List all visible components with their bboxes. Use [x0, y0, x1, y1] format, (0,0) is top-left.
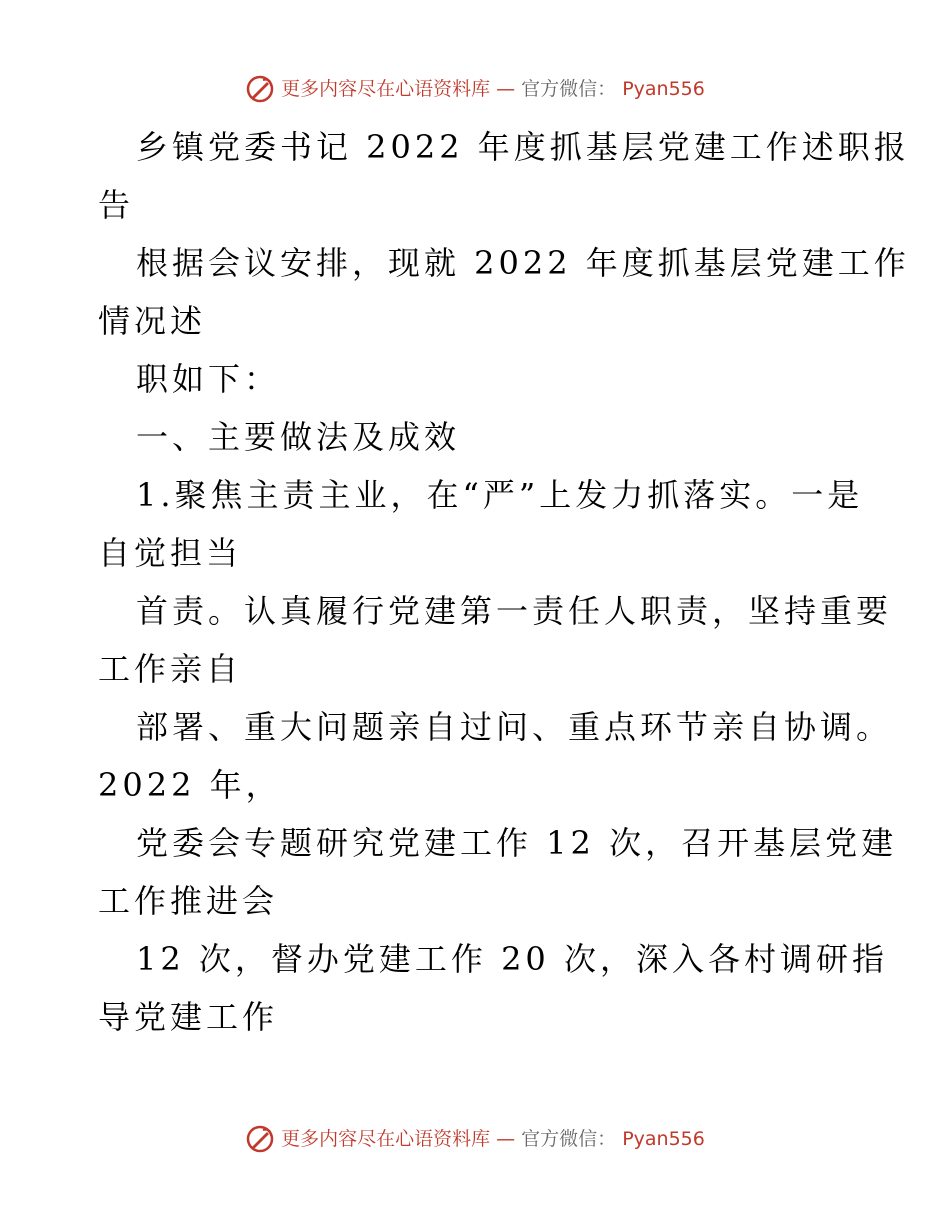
quill-logo-icon: [245, 74, 275, 104]
footer-watermark: [0, 1124, 950, 1154]
watermark-main-text: 更多内容尽在心语资料库: [281, 1128, 491, 1150]
document-title-line: 乡镇党委书记 2022 年度抓基层党建工作述职报: [136, 128, 910, 166]
watermark-dash: —: [496, 78, 516, 100]
paragraph-line: 根据会议安排，现就 2022 年度抓基层党建工作: [136, 244, 910, 282]
paragraph-line: 1.聚焦主责主业，在“严”上发力抓落实。一是: [136, 476, 864, 514]
paragraph-line: 工作推进会: [98, 882, 279, 920]
paragraph-line: 党委会专题研究党建工作 12 次，召开基层党建: [136, 824, 898, 862]
watermark-wechat-id: Pyan556: [622, 78, 705, 100]
paragraph-line: 2022 年，: [98, 766, 282, 804]
paragraph-line: 12 次，督办党建工作 20 次，深入各村调研指: [136, 940, 888, 978]
watermark-wechat-id: Pyan556: [622, 1128, 705, 1150]
paragraph-line: 部署、重大问题亲自过问、重点环节亲自协调。: [136, 708, 893, 746]
watermark-dash: —: [496, 1128, 516, 1150]
section-heading: 一、主要做法及成效: [136, 418, 461, 456]
paragraph-line: 工作亲自: [98, 650, 243, 688]
watermark-wechat-label: 官方微信：: [521, 1128, 617, 1150]
paragraph-line: 自觉担当: [98, 534, 243, 572]
document-body: [98, 118, 910, 1046]
watermark-wechat-label: 官方微信：: [521, 78, 617, 100]
header-watermark: [0, 74, 950, 104]
quill-logo-icon: [245, 1124, 275, 1154]
paragraph-line: 首责。认真履行党建第一责任人职责，坚持重要: [136, 592, 893, 630]
paragraph-line: 职如下：: [136, 360, 281, 398]
watermark-main-text: 更多内容尽在心语资料库: [281, 78, 491, 100]
paragraph-line: 导党建工作: [98, 998, 279, 1036]
document-title-line-cont: 告: [98, 186, 135, 224]
paragraph-line: 情况述: [98, 302, 207, 340]
